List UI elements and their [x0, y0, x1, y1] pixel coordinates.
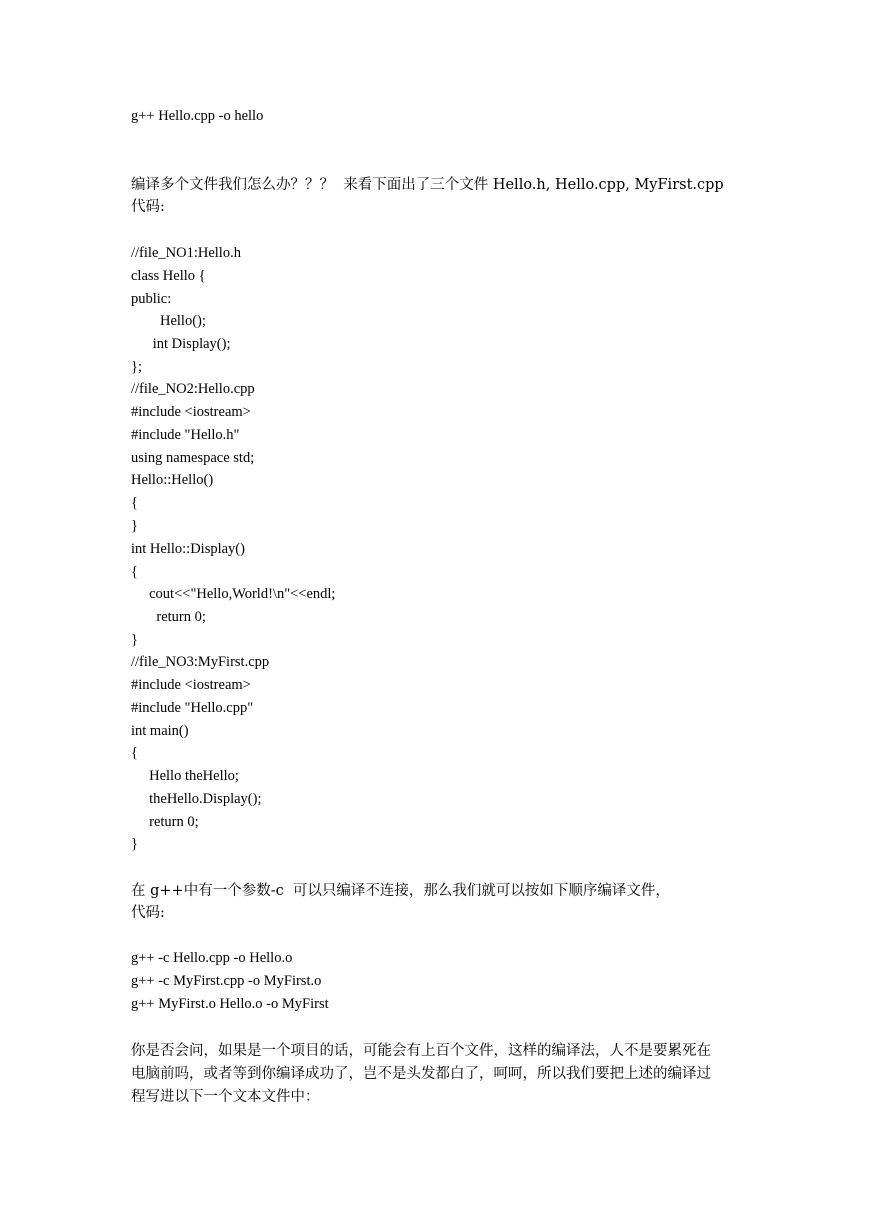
code-line: using namespace std;: [131, 450, 255, 466]
code-line: }: [131, 836, 138, 852]
paragraph-multi-file-intro: 编译多个文件我们怎么办？？？ 来看下面出了三个文件 Hello.h, Hello.cpp, MyFirst.cpp: [131, 177, 724, 193]
code-line: cout<<"Hello,World!\n"<<endl;: [131, 586, 336, 602]
code-line: Hello theHello;: [131, 768, 239, 784]
code-line: Hello::Hello(): [131, 472, 214, 488]
command-line: g++ -c MyFirst.cpp -o MyFirst.o: [131, 973, 322, 989]
code-line: //file_NO3:MyFirst.cpp: [131, 654, 270, 670]
code-line: #include <iostream>: [131, 677, 251, 693]
code-line: #include <iostream>: [131, 404, 251, 420]
code-line: return 0;: [131, 814, 199, 830]
code-line: //file_NO2:Hello.cpp: [131, 381, 255, 397]
code-line: int Display();: [131, 336, 231, 352]
code-line: #include "Hello.h": [131, 427, 240, 443]
code-line: }: [131, 518, 138, 534]
paragraph-compile-only: 在 g++中有一个参数-c 可以只编译不连接，那么我们就可以按如下顺序编译文件，: [131, 883, 670, 899]
compile-command: g++ Hello.cpp -o hello: [131, 108, 264, 124]
code-line: #include "Hello.cpp": [131, 700, 254, 716]
code-line: {: [131, 745, 138, 761]
code-line: //file_NO1:Hello.h: [131, 245, 241, 261]
paragraph-project-question: 你是否会问，如果是一个项目的话，可能会有上百个文件，这样的编译法，人不是要累死在: [131, 1043, 711, 1059]
code-line: };: [131, 359, 142, 375]
code-line: class Hello {: [131, 268, 206, 284]
code-line: int main(): [131, 723, 189, 739]
code-line: {: [131, 564, 138, 580]
paragraph-project-question: 程写进以下一个文本文件中：: [131, 1089, 320, 1105]
code-line: Hello();: [131, 313, 206, 329]
code-line: {: [131, 495, 138, 511]
code-line: int Hello::Display(): [131, 541, 245, 557]
code-line: }: [131, 632, 138, 648]
command-line: g++ MyFirst.o Hello.o -o MyFirst: [131, 996, 329, 1012]
code-line: theHello.Display();: [131, 791, 262, 807]
command-line: g++ -c Hello.cpp -o Hello.o: [131, 950, 293, 966]
code-line: return 0;: [131, 609, 206, 625]
code-label: 代码:: [131, 905, 165, 921]
code-label: 代码:: [131, 199, 165, 215]
code-line: public:: [131, 291, 172, 307]
paragraph-project-question: 电脑前吗，或者等到你编译成功了，岂不是头发都白了，呵呵，所以我们要把上述的编译过: [131, 1066, 711, 1082]
